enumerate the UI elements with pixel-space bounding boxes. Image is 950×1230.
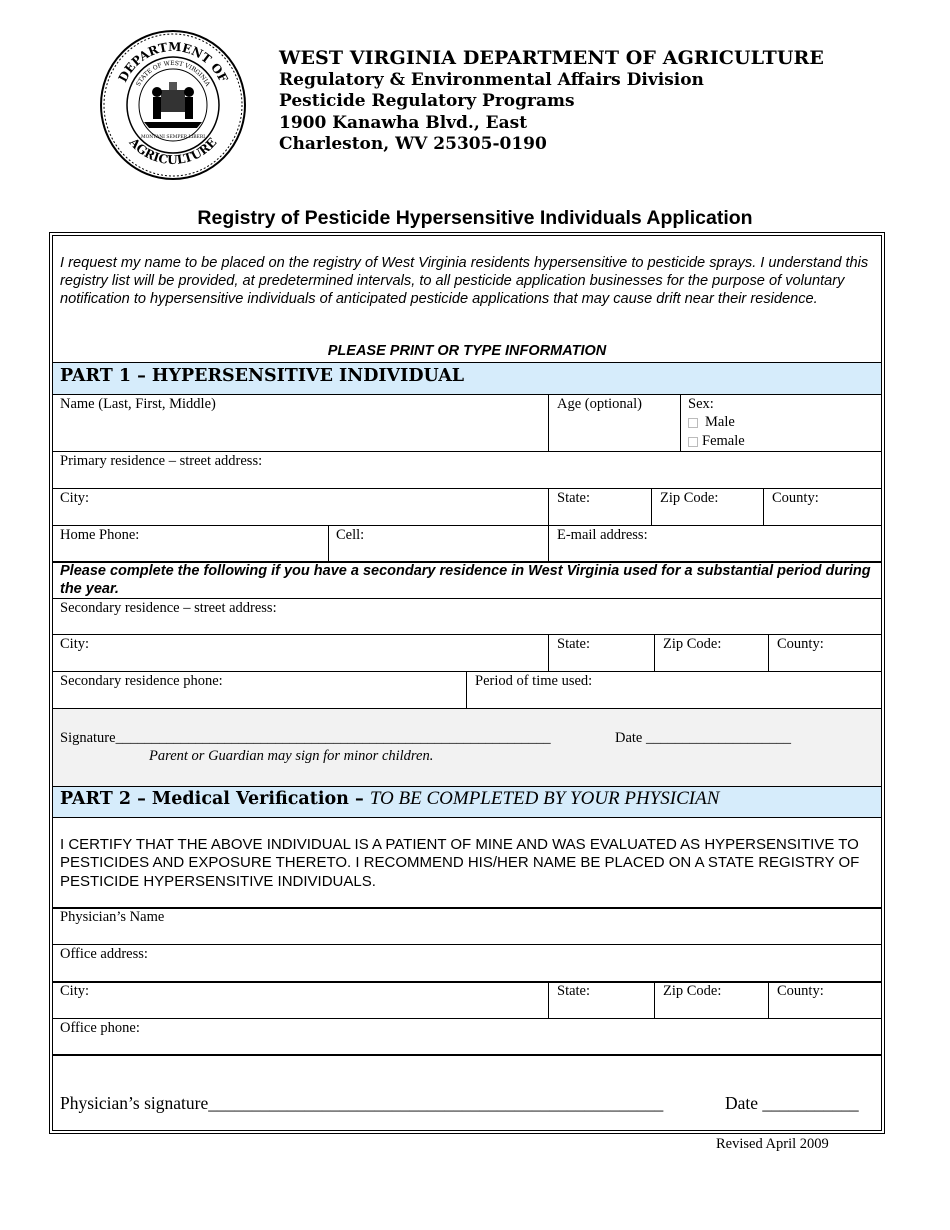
physician-date-line[interactable]: Date ___________ [725, 1093, 859, 1113]
secondary-address-field[interactable]: Secondary residence – street address: [60, 600, 277, 616]
office-state-field[interactable]: State: [557, 983, 591, 999]
home-phone-field[interactable]: Home Phone: [60, 527, 140, 543]
print-notice: PLEASE PRINT OR TYPE INFORMATION [327, 343, 607, 359]
secondary-residence-note: Please complete the following if you have a secondary residence in West Virginia used for a substantial period during the year. [60, 563, 871, 597]
division-name: Regulatory & Environmental Affairs Division [279, 70, 704, 90]
county-field[interactable]: County: [772, 490, 819, 506]
guardian-note: Parent or Guardian may sign for minor children. [149, 748, 434, 764]
name-field[interactable]: Name (Last, First, Middle) [60, 396, 216, 412]
email-field[interactable]: E-mail address: [557, 527, 648, 543]
female-checkbox[interactable] [688, 437, 698, 447]
seal-text-top: DEPARTMENT OF [115, 39, 231, 85]
form-title: Registry of Pesticide Hypersensitive Individuals Application [197, 207, 753, 229]
secondary-state-field[interactable]: State: [557, 636, 591, 652]
part1-title: PART 1 – HYPERSENSITIVE INDIVIDUAL [60, 366, 465, 386]
male-option-label: Male [705, 414, 735, 430]
sex-label: Sex: [688, 396, 714, 412]
part2-title-main: PART 2 – Medical Verification – [60, 789, 370, 809]
part2-title-physician-note: TO BE COMPLETED BY YOUR PHYSICIAN [369, 788, 720, 809]
secondary-city-field[interactable]: City: [60, 636, 90, 652]
state-field[interactable]: State: [557, 490, 591, 506]
seal-text-inner: STATE OF WEST VIRGINIA [134, 59, 212, 88]
physician-certification-statement: I CERTIFY THAT THE ABOVE INDIVIDUAL IS A PATIENT OF MINE AND WAS EVALUATED AS HYPERSENSITIVE TO PESTICIDES AND EXPOSURE THERETO. I RECOMMEND HIS/HER NAME BE PLACED ON A STATE REGISTRY OF PESTICIDE HYPERSENSITIVE INDIVIDUALS. [60, 836, 860, 890]
office-zip-field[interactable]: Zip Code: [663, 983, 722, 999]
office-address-field[interactable]: Office address: [60, 946, 148, 962]
physician-name-field[interactable]: Physician’s Name [60, 909, 165, 925]
signature-line[interactable]: Signature____________________________________________________________ [60, 730, 551, 746]
seal-motto: MONTANI SEMPER LIBERI [140, 135, 206, 140]
age-field[interactable]: Age (optional) [557, 396, 642, 412]
female-option-label: Female [702, 433, 745, 449]
intro-statement: I request my name to be placed on the registry of West Virginia residents hypersensitive to pesticide sprays. I understand this registry list will be provided, at predetermined intervals, to all pesticide application businesses for the purpose of voluntary notification to hypersensitive individuals of anticipated pesticide applications that may cause drift near their residence. [60, 255, 869, 308]
zip-field[interactable]: Zip Code: [660, 490, 719, 506]
primary-address-field[interactable]: Primary residence – street address: [60, 453, 263, 469]
street-address: 1900 Kanawha Blvd., East [279, 113, 528, 133]
revision-note: Revised April 2009 [716, 1136, 829, 1152]
office-phone-field[interactable]: Office phone: [60, 1020, 140, 1036]
office-city-field[interactable]: City: [60, 983, 90, 999]
signature-date-line[interactable]: Date ____________________ [615, 730, 791, 746]
program-name: Pesticide Regulatory Programs [279, 91, 575, 111]
physician-signature-line[interactable]: Physician’s signature____________________________________________________ [60, 1093, 664, 1113]
seal-text-bottom: AGRICULTURE [126, 135, 220, 168]
cell-field[interactable]: Cell: [336, 527, 365, 543]
secondary-phone-field[interactable]: Secondary residence phone: [60, 673, 223, 689]
city-field[interactable]: City: [60, 490, 90, 506]
secondary-county-field[interactable]: County: [777, 636, 824, 652]
city-state-zip: Charleston, WV 25305-0190 [279, 134, 547, 154]
department-seal-logo [99, 30, 247, 180]
male-checkbox[interactable] [688, 418, 698, 428]
part2-title [60, 788, 719, 810]
period-used-field[interactable]: Period of time used: [475, 673, 593, 689]
org-name: WEST VIRGINIA DEPARTMENT OF AGRICULTURE [279, 47, 824, 69]
office-county-field[interactable]: County: [777, 983, 824, 999]
secondary-zip-field[interactable]: Zip Code: [663, 636, 722, 652]
